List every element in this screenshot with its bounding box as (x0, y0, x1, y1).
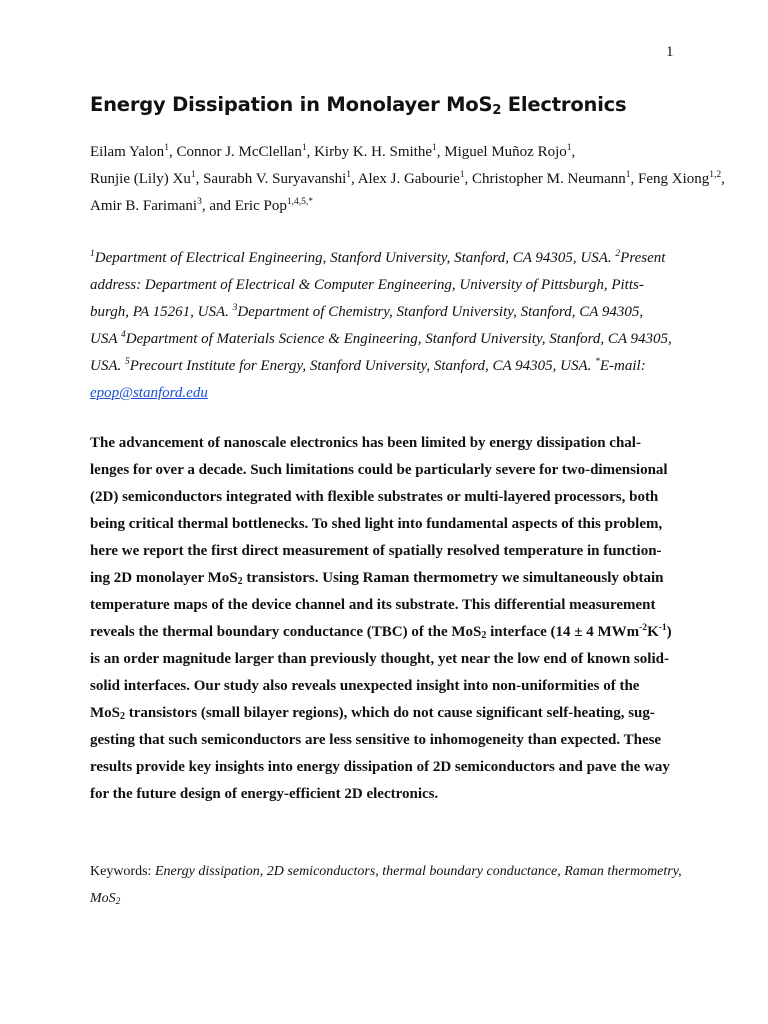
author-affil-mark: 1,4,5,* (286, 197, 313, 207)
author-affil-mark: 1 (459, 170, 465, 180)
abstract-line: solid interfaces. Our study also reveals unexpected insight into non-uniformities of the (90, 678, 640, 694)
author-line: Eilam Yalon$^1$, Connor J. McClellan$^1$, Kirby K. H. Smithe$^1$, Miguel Muñoz Rojo$^1$, (90, 143, 576, 160)
author-name: Kirby K. H. Smithe (314, 144, 433, 160)
author-list (90, 139, 725, 220)
author-name: Christopher M. Neumann (472, 171, 626, 187)
abstract-line: for the future design of energy-efficient 2D electronics. (90, 786, 439, 802)
abstract-line: is an order magnitude larger than previously thought, yet near the low end of known solid- (90, 651, 669, 667)
page-number: 1 (666, 44, 674, 60)
author-name: Eilam Yalon (90, 144, 165, 160)
affiliation-line (90, 380, 690, 407)
author-line: Runjie (Lily) Xu$^1$, Saurabh V. Suryavanshi$^1$, Alex J. Gabourie$^1$, Christopher M. Neumann$^1$, Feng Xiong$^{1,2}$, (90, 170, 725, 187)
affiliations (90, 245, 690, 407)
affiliation-line: address: Department of Electrical & Computer Engineering, University of Pittsburgh, Pitts- (90, 277, 644, 293)
author-name: Alex J. Gabourie (357, 171, 460, 187)
keywords-text: Energy dissipation, 2D semiconductors, thermal boundary conductance, Raman thermometry, (154, 864, 682, 879)
author-name: Connor J. McClellan (176, 144, 302, 160)
title-tail: Electronics (501, 93, 627, 116)
author-name: Feng Xiong (638, 171, 710, 187)
abstract-line: temperature maps of the device channel and its substrate. This differential measurement (90, 597, 656, 613)
keywords-line (90, 858, 690, 885)
author-affil-mark: 1 (566, 143, 572, 153)
author-line: Amir B. Farimani$^3$, and Eric Pop$^{1,4,5,*}$ (90, 197, 313, 214)
abstract-line: lenges for over a decade. Such limitations could be particularly severe for two-dimensional (90, 462, 668, 478)
author-name: Miguel Muñoz Rojo (444, 144, 567, 160)
abstract-line: results provide key insights into energy dissipation of 2D semiconductors and pave the way (90, 759, 670, 775)
author-affil-mark: 1 (432, 143, 437, 153)
abstract-line: here we report the first direct measurement of spatially resolved temperature in function- (90, 543, 662, 559)
abstract (90, 430, 690, 808)
author-name: Amir B. Farimani (90, 198, 198, 214)
email-link[interactable]: epop@stanford.edu (90, 385, 208, 401)
author-affil-mark: 1 (164, 143, 169, 153)
paper-title (90, 93, 626, 116)
author-name: Eric Pop (234, 198, 287, 214)
author-name: Runjie (Lily) Xu (90, 171, 191, 187)
abstract-line: (2D) semiconductors integrated with flexible substrates or multi-layered processors, both (90, 489, 659, 505)
abstract-line: MoS$_2$ transistors (small bilayer regions), which do not cause significant self-heating, sug- (90, 705, 655, 722)
keywords-label: Keywords: (90, 864, 155, 879)
keywords-line: MoS$_2$ (90, 891, 121, 907)
title-subscript: 2 (492, 103, 502, 118)
author-affil-mark: 1 (301, 143, 307, 153)
author-affil-mark: 1 (190, 170, 196, 180)
author-affil-mark: 1 (625, 170, 631, 180)
abstract-line: The advancement of nanoscale electronics has been limited by energy dissipation chal- (90, 435, 641, 451)
affiliation-line: burgh, PA 15261, USA. $^3$Department of Chemistry, Stanford University, Stanford, CA 94305, (90, 303, 644, 320)
affiliation-line: $^1$Department of Electrical Engineering, Stanford University, Stanford, CA 94305, USA. $^2$Present (90, 249, 666, 266)
affiliation-line: USA. $^5$Precourt Institute for Energy, Stanford University, Stanford, CA 94305, USA. *E-mail: (90, 357, 646, 374)
title-main: Energy Dissipation in Monolayer MoS (90, 93, 493, 116)
abstract-line: reveals the thermal boundary conductance (TBC) of the MoS$_2$ interface (14 ± 4 $MWm^{-2}K^{-1}$) (90, 623, 672, 641)
author-affil-mark: 1 (346, 170, 352, 180)
author-affil-mark: 1,2 (709, 170, 722, 180)
keywords (90, 858, 690, 912)
affiliation-line: USA $^4$Department of Materials Science & Engineering, Stanford University, Stanford, CA 94305, (90, 330, 672, 347)
abstract-line: gesting that such semiconductors are less sensitive to inhomogeneity than expected. These (90, 732, 662, 748)
author-name: Saurabh V. Suryavanshi (203, 171, 347, 187)
author-affil-mark: 3 (197, 197, 202, 207)
abstract-line: being critical thermal bottlenecks. To shed light into fundamental aspects of this problem, (90, 516, 663, 532)
abstract-line: ing 2D monolayer MoS$_2$ transistors. Using Raman thermometry we simultaneously obtain (90, 570, 664, 587)
